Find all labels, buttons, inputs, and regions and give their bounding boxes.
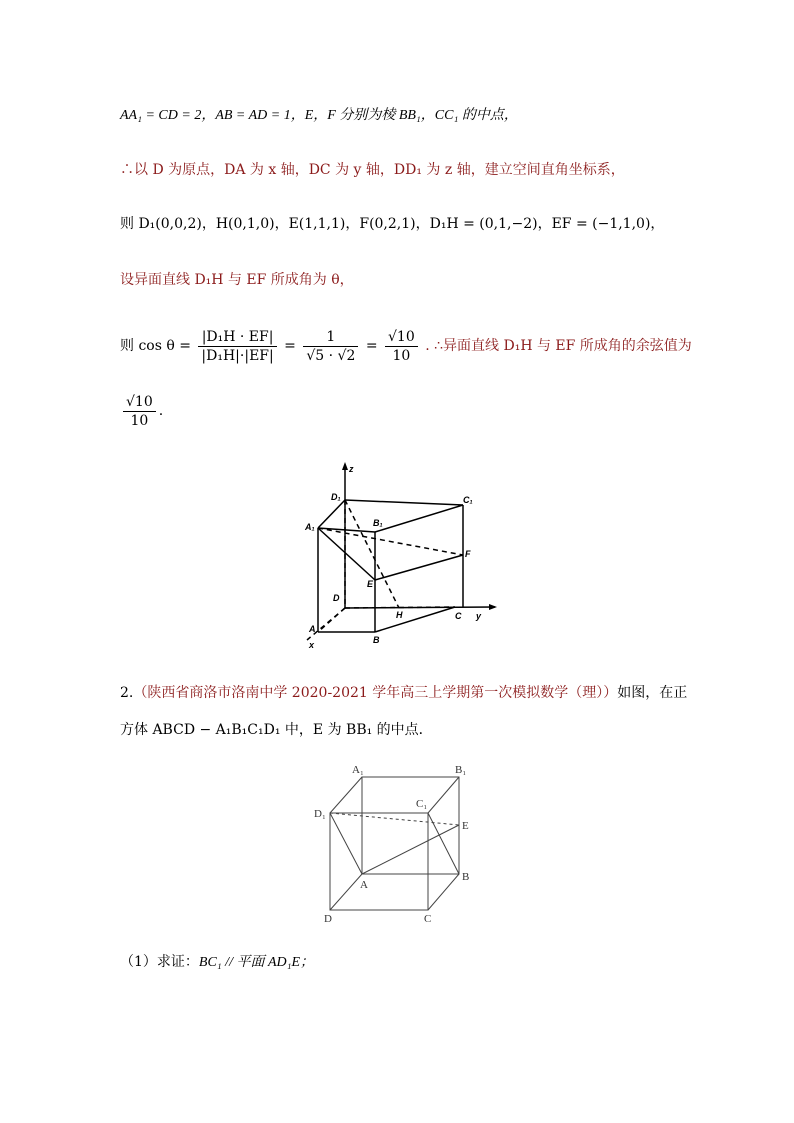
cosine-formula-line <box>120 318 692 374</box>
label-D: D <box>324 913 332 925</box>
label-y: y <box>476 611 482 621</box>
period: . <box>158 403 164 419</box>
fraction-result <box>385 328 418 365</box>
coordinate-setup-line: ∴以 D 为原点，DA 为 x 轴，DC 为 y 轴，DD₁ 为 z 轴，建立空间直角坐标系， <box>120 162 625 178</box>
denominator: √5 · √2 <box>306 347 356 364</box>
label-A: A <box>309 624 316 634</box>
label-E: E <box>462 820 469 832</box>
coordinates-line: 则 D₁(0,0,2)，H(0,1,0)，E(1,1,1)，F(0,2,1)，D₁H = (0,1,−2)，EF = (−1,1,0)， <box>120 216 665 232</box>
denominator: 10 <box>130 412 149 429</box>
equals-sign: = <box>365 338 378 354</box>
condition-line: AA₁ = CD = 2，AB = AD = 1，E，F 分别为棱 BB₁，CC₁ 的中点， <box>120 108 518 123</box>
fraction-dot-over-norms <box>198 328 276 365</box>
label-x: x <box>309 640 315 650</box>
final-value-line <box>120 388 163 434</box>
conclusion-text: . ∴异面直线 D₁H 与 EF 所成角的余弦值为 <box>425 338 692 354</box>
label-C: C <box>424 913 432 925</box>
cos-prefix: 则 cos θ = <box>120 338 191 354</box>
label-C: C <box>455 611 462 621</box>
numerator: √10 <box>123 393 156 412</box>
problem-text-start: 如图，在正 <box>617 685 688 701</box>
denominator: 10 <box>392 347 411 364</box>
label-C1: C₁ <box>463 495 473 505</box>
figure-prism-coordinate <box>295 460 505 655</box>
label-B1: B₁ <box>373 518 383 528</box>
fraction-final <box>123 393 156 430</box>
label-E: E <box>367 579 374 589</box>
label-B: B <box>373 635 380 645</box>
figure-cube <box>310 760 480 925</box>
label-B1: B₁ <box>455 764 467 776</box>
label-D1: D₁ <box>331 492 341 502</box>
label-H: H <box>396 610 403 620</box>
problem-2-line-2: 方体 ABCD − A₁B₁C₁D₁ 中，E 为 BB₁ 的中点． <box>120 722 433 738</box>
label-C1: C₁ <box>416 798 428 810</box>
problem-source: （陕西省商洛市洛南中学 2020-2021 学年高三上学期第一次模拟数学（理）） <box>133 685 618 701</box>
label-A1: A₁ <box>305 522 315 532</box>
numerator: √10 <box>385 328 418 347</box>
label-F: F <box>465 549 471 559</box>
angle-setup-line: 设异面直线 D₁H 与 EF 所成角为 θ， <box>120 272 354 288</box>
label-D: D <box>333 593 340 603</box>
problem-2-line <box>120 683 687 703</box>
equals-sign: = <box>284 338 296 354</box>
problem-number: 2. <box>120 685 134 701</box>
label-z: z <box>349 464 354 474</box>
part-1-statement: BC₁ // 平面 AD₁E； <box>198 955 315 970</box>
label-A1: A₁ <box>352 764 364 776</box>
numerator: |D₁H · EF| <box>198 328 276 347</box>
label-A: A <box>360 879 368 891</box>
label-D1: D₁ <box>314 808 326 820</box>
fraction-one-over-roots <box>303 328 358 365</box>
part-1-label: （1）求证： <box>120 954 199 970</box>
part-1-line <box>120 952 314 973</box>
denominator: |D₁H|·|EF| <box>201 347 274 364</box>
numerator: 1 <box>303 328 358 347</box>
label-B: B <box>462 871 470 883</box>
